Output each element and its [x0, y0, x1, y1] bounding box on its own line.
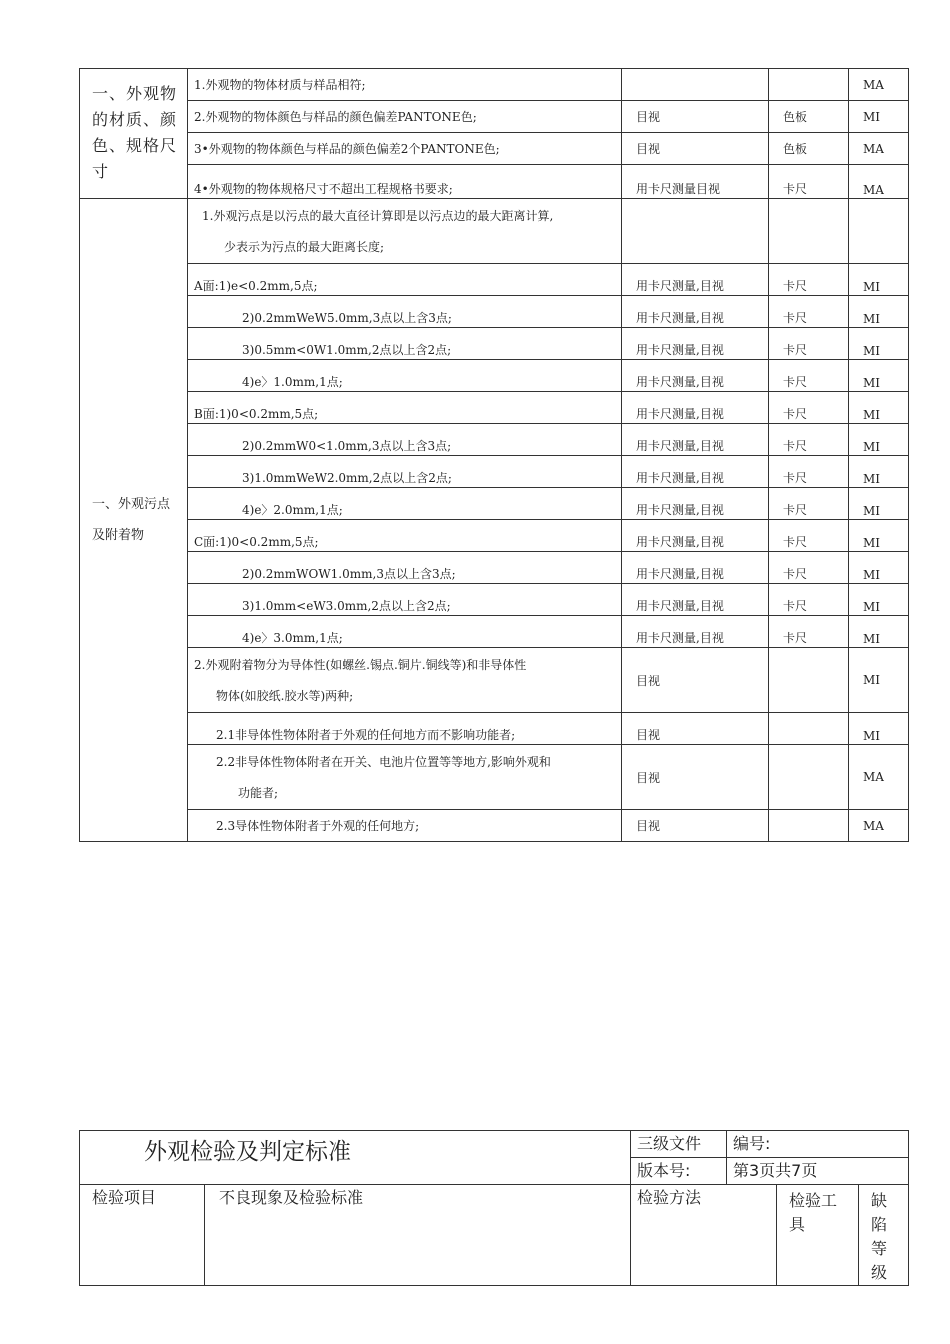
standard-cell: 2)0.2mmW0<1.0mm,3点以上含3点; — [188, 424, 622, 456]
standard-line: 功能者; — [238, 786, 279, 800]
doc-level: 三级文件 — [631, 1131, 727, 1158]
grade-cell: MI — [849, 456, 909, 488]
tool-cell — [769, 648, 849, 713]
grade-cell: MI — [849, 713, 909, 745]
grade-cell: MI — [849, 360, 909, 392]
table-row — [80, 616, 909, 648]
standard-cell: 2.3导体性物体附者于外观的任何地方; — [188, 810, 622, 842]
grade-cell: MA — [849, 165, 909, 199]
table-row — [80, 810, 909, 842]
method-cell — [622, 199, 769, 264]
table-row — [80, 520, 909, 552]
standard-cell — [188, 648, 622, 713]
grade-cell: MI — [849, 648, 909, 713]
tool-cell: 卡尺 — [769, 456, 849, 488]
grade-cell: MI — [849, 616, 909, 648]
document-header — [79, 1130, 909, 1286]
intro-line: 少表示为污点的最大距离长度; — [224, 240, 385, 254]
standard-cell: B面:1)0<0.2mm,5点; — [188, 392, 622, 424]
standard-line: 2.外观附着物分为导体性(如螺丝.锡点.铜片.铜线等)和非导体性 — [194, 658, 527, 672]
standard-cell: 4)e〉2.0mm,1点; — [188, 488, 622, 520]
method-cell: 用卡尺测量,目视 — [622, 264, 769, 296]
method-cell: 用卡尺测量,目视 — [622, 296, 769, 328]
tool-cell: 卡尺 — [769, 296, 849, 328]
table-row — [80, 424, 909, 456]
table-row — [80, 264, 909, 296]
standard-cell: 3)1.0mm<eW3.0mm,2点以上含2点; — [188, 584, 622, 616]
col-header-grade: 缺陷等级 — [859, 1185, 909, 1286]
table-row — [80, 552, 909, 584]
standard-cell: A面:1)e<0.2mm,5点; — [188, 264, 622, 296]
standard-cell: 3)0.5mm<0W1.0mm,2点以上含2点; — [188, 328, 622, 360]
tool-cell: 卡尺 — [769, 328, 849, 360]
standard-cell: C面:1)0<0.2mm,5点; — [188, 520, 622, 552]
method-cell: 目视 — [622, 133, 769, 165]
grade-cell: MI — [849, 584, 909, 616]
table-row — [80, 392, 909, 424]
doc-number-label: 编号: — [727, 1131, 909, 1158]
tool-cell: 色板 — [769, 101, 849, 133]
grade-cell: MA — [849, 69, 909, 101]
table-row — [80, 456, 909, 488]
standard-cell — [188, 199, 622, 264]
method-cell: 用卡尺测量,目视 — [622, 392, 769, 424]
tool-cell — [769, 713, 849, 745]
method-cell: 用卡尺测量目视 — [622, 165, 769, 199]
table-row — [80, 165, 909, 199]
grade-cell: MI — [849, 520, 909, 552]
standard-cell: 4)e〉1.0mm,1点; — [188, 360, 622, 392]
method-cell: 目视 — [622, 810, 769, 842]
method-cell: 用卡尺测量,目视 — [622, 456, 769, 488]
tool-cell — [769, 810, 849, 842]
standard-cell: 3•外观物的物体颜色与样品的颜色偏差2个PANTONE色; — [188, 133, 622, 165]
tool-cell: 卡尺 — [769, 264, 849, 296]
intro-line: 1.外观污点是以污点的最大直径计算即是以污点边的最大距离计算, — [202, 209, 554, 223]
version-label: 版本号: — [631, 1158, 727, 1185]
method-cell: 目视 — [622, 745, 769, 810]
tool-cell — [769, 69, 849, 101]
header-row — [80, 1185, 909, 1286]
category-cell: 一、外观污点及附着物 — [80, 199, 188, 842]
category-cell: 一、外观物的材质、颜色、规格尺寸 — [80, 69, 188, 199]
tool-cell: 卡尺 — [769, 520, 849, 552]
standard-cell: 2)0.2mmWOW1.0mm,3点以上含3点; — [188, 552, 622, 584]
tool-cell: 卡尺 — [769, 360, 849, 392]
col-header-tool: 检验工具 — [777, 1185, 859, 1286]
method-cell: 用卡尺测量,目视 — [622, 584, 769, 616]
method-cell: 用卡尺测量,目视 — [622, 552, 769, 584]
grade-cell: MI — [849, 488, 909, 520]
table-row — [80, 648, 909, 713]
grade-cell: MA — [849, 133, 909, 165]
table-row — [80, 488, 909, 520]
standard-cell: 4)e〉3.0mm,1点; — [188, 616, 622, 648]
method-cell: 用卡尺测量,目视 — [622, 520, 769, 552]
grade-cell: MI — [849, 328, 909, 360]
method-cell: 用卡尺测量,目视 — [622, 488, 769, 520]
tool-cell: 卡尺 — [769, 552, 849, 584]
table-row — [80, 69, 909, 101]
method-cell: 用卡尺测量,目视 — [622, 360, 769, 392]
standard-cell: 3)1.0mmWeW2.0mm,2点以上含2点; — [188, 456, 622, 488]
standard-cell: 1.外观物的物体材质与样品相符; — [188, 69, 622, 101]
method-cell: 目视 — [622, 101, 769, 133]
table-row — [80, 296, 909, 328]
table-row — [80, 328, 909, 360]
standard-cell — [188, 745, 622, 810]
table-row — [80, 199, 909, 264]
header-row — [80, 1131, 909, 1158]
method-cell — [622, 69, 769, 101]
method-cell: 用卡尺测量,目视 — [622, 424, 769, 456]
method-cell: 目视 — [622, 648, 769, 713]
page-number: 第3页共7页 — [727, 1158, 909, 1185]
table-row — [80, 360, 909, 392]
method-cell: 用卡尺测量,目视 — [622, 616, 769, 648]
inspection-table — [79, 68, 909, 842]
col-header-standard: 不良现象及检验标准 — [205, 1185, 631, 1286]
standard-line: 物体(如胶纸.胶水等)两种; — [216, 689, 354, 703]
table-row — [80, 584, 909, 616]
table-row — [80, 713, 909, 745]
tool-cell — [769, 745, 849, 810]
grade-cell: MI — [849, 101, 909, 133]
method-cell: 目视 — [622, 713, 769, 745]
table-row — [80, 101, 909, 133]
grade-cell: MI — [849, 296, 909, 328]
tool-cell: 卡尺 — [769, 616, 849, 648]
standard-cell: 2.外观物的物体颜色与样品的颜色偏差PANTONE色; — [188, 101, 622, 133]
grade-cell: MA — [849, 745, 909, 810]
tool-cell — [769, 199, 849, 264]
grade-cell: MA — [849, 810, 909, 842]
tool-cell: 色板 — [769, 133, 849, 165]
standard-cell: 2.1非导体性物体附者于外观的任何地方而不影响功能者; — [188, 713, 622, 745]
table-row — [80, 745, 909, 810]
grade-cell: MI — [849, 392, 909, 424]
standard-line: 2.2非导体性物体附者在开关、电池片位置等等地方,影响外观和 — [216, 755, 551, 769]
tool-cell: 卡尺 — [769, 424, 849, 456]
grade-cell: MI — [849, 424, 909, 456]
grade-cell — [849, 199, 909, 264]
tool-cell: 卡尺 — [769, 165, 849, 199]
standard-cell: 4•外观物的物体规格尺寸不超出工程规格书要求; — [188, 165, 622, 199]
grade-cell: MI — [849, 552, 909, 584]
method-cell: 用卡尺测量,目视 — [622, 328, 769, 360]
grade-cell: MI — [849, 264, 909, 296]
page-title: 外观检验及判定标准 — [80, 1131, 631, 1185]
tool-cell: 卡尺 — [769, 584, 849, 616]
standard-cell: 2)0.2mmWeW5.0mm,3点以上含3点; — [188, 296, 622, 328]
col-header-method: 检验方法 — [631, 1185, 777, 1286]
col-header-item: 检验项目 — [80, 1185, 205, 1286]
tool-cell: 卡尺 — [769, 488, 849, 520]
table-row — [80, 133, 909, 165]
tool-cell: 卡尺 — [769, 392, 849, 424]
